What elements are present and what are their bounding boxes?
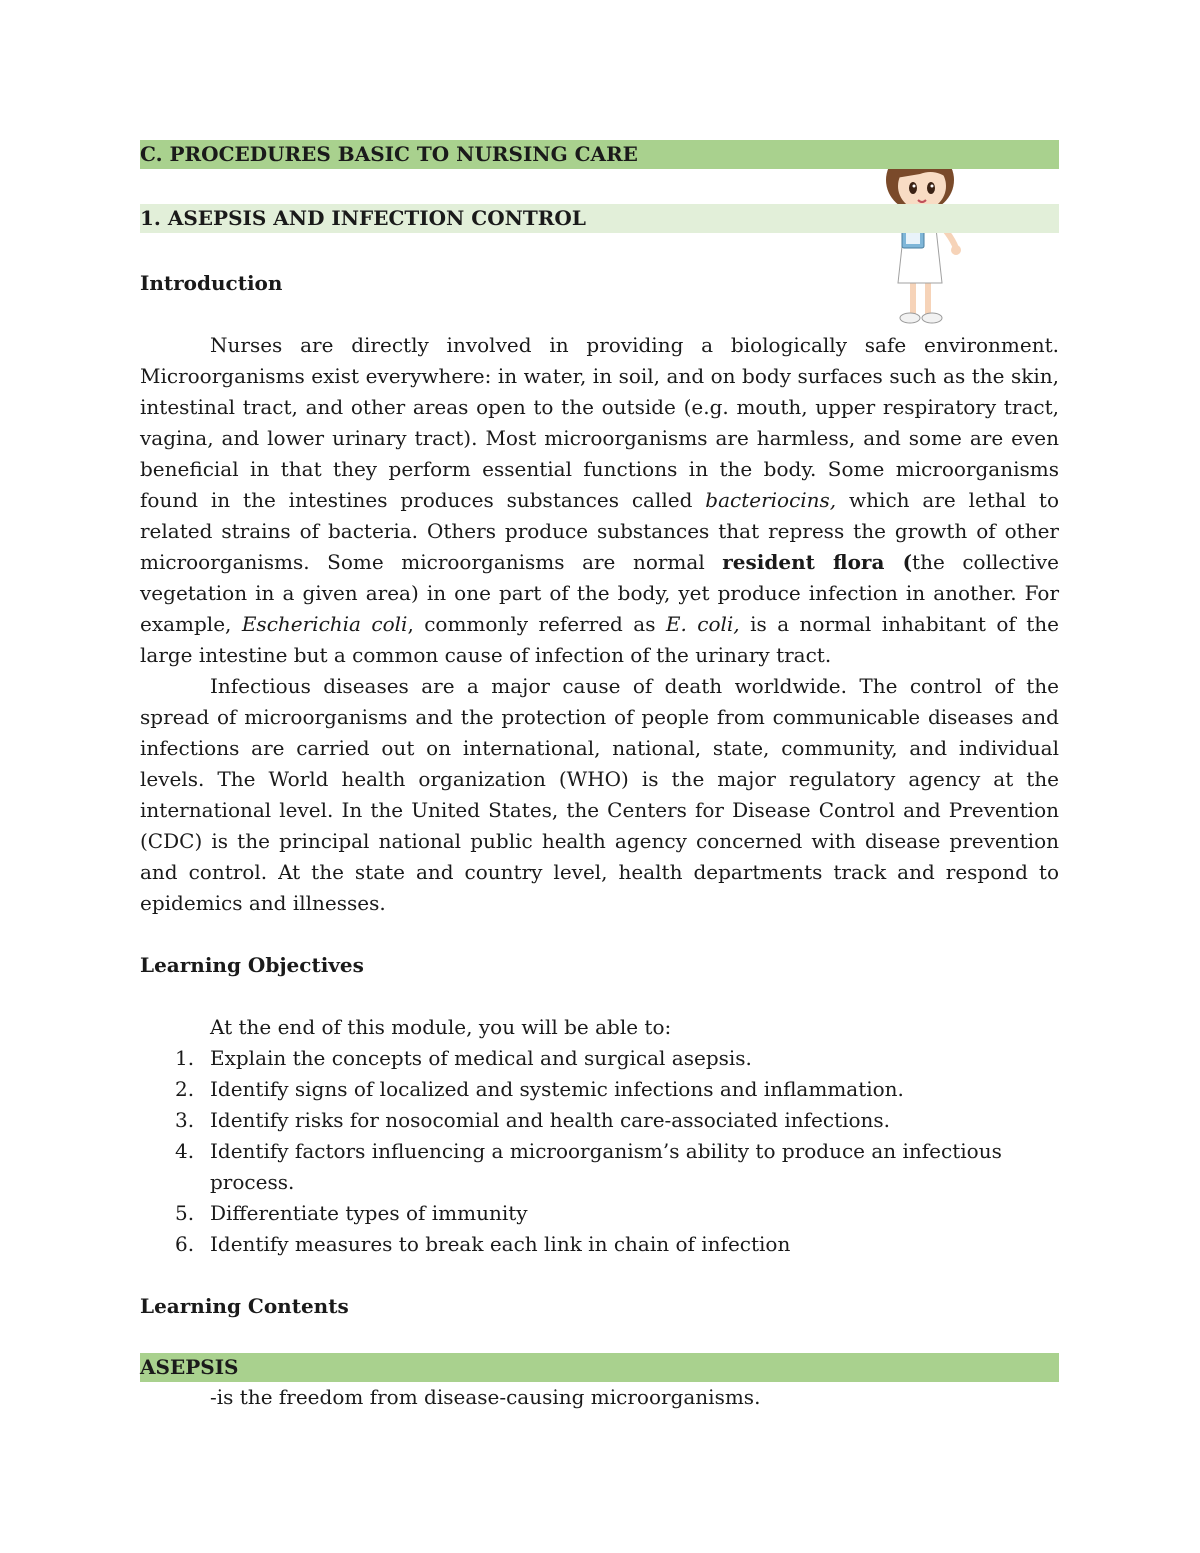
learning-objectives-heading: Learning Objectives bbox=[140, 953, 364, 977]
subsection-title-bar bbox=[140, 204, 1059, 233]
asepsis-title-bar bbox=[140, 1353, 1059, 1382]
objective-item: 3. Identify risks for nosocomial and health care-associated infections. bbox=[175, 1108, 891, 1132]
document-content bbox=[140, 140, 1059, 1413]
learning-contents-heading: Learning Contents bbox=[140, 1294, 349, 1318]
objective-item: 6. Identify measures to break each link in chain of infection bbox=[175, 1232, 791, 1256]
intro-paragraph-1: Nurses are directly involved in providing a biologically safe environment. Microorganisms exist everywhere: in water, in soil, and on body surfaces such as the skin, intestinal tract, and other areas open to the outside (e.g. mouth, upper respiratory tract, vagina, and lower urinary tract). Most microorganisms are harmless, and some are even beneficial in that they perform essential functions in the body. Some microorganisms found in the intestines produces substances called bacteriocins, which are lethal to related strains of bacteria. Others produce substances that repress the growth of other microorganisms. Some microorganisms are normal resident flora (the collective vegetation in a given area) in one part of the body, yet produce infection in another. For example, Escherichia coli, commonly referred as E. coli, is a normal inhabitant of the large intestine but a common cause of infection of the urinary tract. bbox=[140, 333, 1060, 667]
asepsis-definition: -is the freedom from disease-causing microorganisms. bbox=[210, 1385, 761, 1409]
objective-item: 5. Differentiate types of immunity bbox=[175, 1201, 528, 1225]
objectives-list bbox=[140, 1043, 1059, 1260]
intro-paragraph-2: Infectious diseases are a major cause of death worldwide. The control of the spread of microorganisms and the protection of people from communicable diseases and infections are carried out on international, national, state, community, and individual levels. The World health organization (WHO) is the major regulatory agency at the international level. In the United States, the Centers for Disease Control and Prevention (CDC) is the principal national public health agency concerned with disease prevention and control. At the state and country level, health departments track and respond to epidemics and illnesses. bbox=[140, 674, 1059, 915]
section-title: C. PROCEDURES BASIC TO NURSING CARE bbox=[140, 142, 638, 166]
asepsis-title: ASEPSIS bbox=[140, 1355, 239, 1379]
introduction-heading: Introduction bbox=[140, 271, 283, 295]
subsection-title: 1. ASEPSIS AND INFECTION CONTROL bbox=[140, 206, 586, 230]
objective-item: 4. Identify factors influencing a microorganism’s ability to produce an infectious process. bbox=[175, 1139, 1002, 1194]
objectives-lead: At the end of this module, you will be able to: bbox=[210, 1015, 672, 1039]
section-title-bar bbox=[140, 140, 1059, 169]
objective-item: 1. Explain the concepts of medical and surgical asepsis. bbox=[175, 1046, 752, 1070]
objective-item: 2. Identify signs of localized and systemic infections and inflammation. bbox=[175, 1077, 904, 1101]
